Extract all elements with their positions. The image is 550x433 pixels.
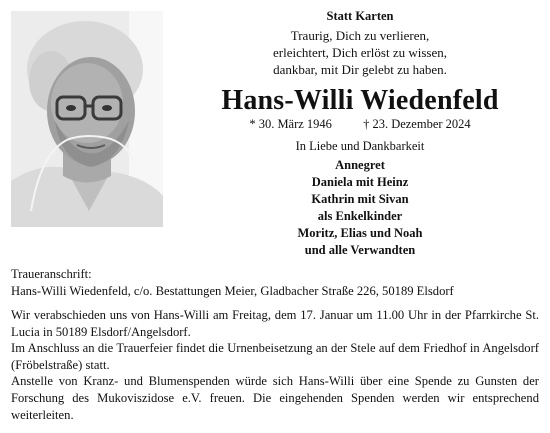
statt-karten-heading: Statt Karten (326, 9, 394, 23)
mourner-name: Daniela mit Heinz (311, 175, 409, 189)
mourner-name: Moritz, Elias und Noah (297, 226, 423, 240)
address-label: Traueranschrift: (11, 267, 92, 281)
mourner-name: als Enkelkinder (317, 209, 403, 223)
mourners-intro: In Liebe und Dankbarkeit (295, 139, 425, 153)
poem-line: dankbar, mit Dir gelebt zu haben. (273, 62, 447, 78)
memorial-poem (180, 27, 540, 79)
paragraph: Anstelle von Kranz- und Blumenspenden würde sich Hans-Willi über eine Spende zu Gunsten der Forschung des Mukoviszidose e.V. freuen. Die eingehenden Spenden werden wir entsprechend weiterleiten. (11, 374, 539, 422)
mourners-list (180, 157, 540, 259)
mourner-name: Annegret (335, 158, 385, 172)
mourner-name: und alle Verwandten (304, 243, 416, 257)
deceased-name: Hans-Willi Wiedenfeld (221, 85, 499, 116)
poem-line: erleichtert, Dich erlöst zu wissen, (273, 45, 447, 61)
poem-line: Traurig, Dich zu verlieren, (290, 28, 430, 43)
life-dates (180, 117, 540, 132)
portrait-photo (11, 11, 163, 227)
mourner-name: Kathrin mit Sivan (311, 192, 409, 206)
death-date: † 23. Dezember 2024 (363, 117, 471, 131)
mourning-address: Hans-Willi Wiedenfeld, c/o. Bestattungen Meier, Gladbacher Straße 226, 50189 Elsdorf (11, 284, 454, 298)
paragraph: Wir verabschieden uns von Hans-Willi am Freitag, dem 17. Januar um 11.00 Uhr in der Pfarrkirche St. Lucia in 50189 Elsdorf/Angelsdorf. (11, 308, 539, 339)
paragraph: Im Anschluss an die Trauerfeier findet die Urnenbeisetzung an der Stele auf dem Friedhof in Angelsdorf (Fröbelstraße) statt. (11, 341, 539, 372)
service-details (11, 307, 539, 423)
birth-date: * 30. März 1946 (249, 117, 332, 131)
